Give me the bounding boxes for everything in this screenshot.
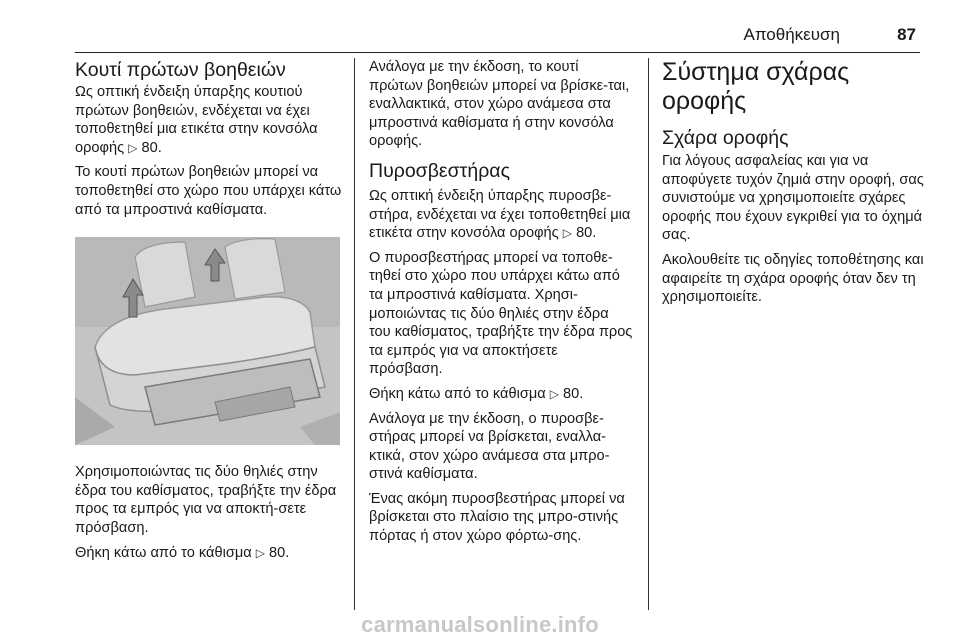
page-reference[interactable] — [550, 386, 584, 402]
column-2 — [369, 58, 634, 552]
paragraph-text: Ως οπτική ένδειξη ύπαρξης κουτιού πρώτων βοηθειών, ενδέχεται να έχει τοποθετηθεί μια ετικέτα στην κονσόλα οροφής — [75, 84, 318, 156]
paragraph-text: Θήκη κάτω από το κάθισμα — [369, 385, 546, 402]
paragraph: Ένας ακόμη πυροσβεστήρας μπορεί να βρίσκεται στο πλαίσιο της μπρο-στινής πόρτας ή στον χώρο φόρτω-σης. — [369, 490, 625, 545]
roof-rack-subheading: Σχάρα οροφής — [662, 127, 789, 149]
page-reference-number: 80. — [563, 385, 584, 402]
page-reference[interactable] — [256, 545, 290, 561]
section-title: Αποθήκευση — [743, 25, 840, 44]
page-reference-triangle-icon: ▷ — [562, 226, 572, 241]
page-reference-triangle-icon: ▷ — [255, 545, 265, 560]
paragraph-text: Ως οπτική ένδειξη ύπαρξης πυροσβε-στήρα, ενδέχεται να έχει τοποθετηθεί μια ετικέτα στην κονσόλα οροφής — [369, 187, 631, 242]
page-reference-number: 80. — [141, 139, 162, 156]
paragraph-text: Θήκη κάτω από το κάθισμα — [75, 544, 252, 561]
paragraph — [369, 385, 634, 404]
paragraph — [75, 83, 345, 157]
roof-rack-system-heading: Σύστημα σχάρας οροφής — [662, 58, 850, 115]
fire-extinguisher-heading: Πυροσβεστήρας — [369, 159, 510, 182]
page-reference-triangle-icon: ▷ — [549, 386, 559, 401]
column-divider — [648, 58, 649, 610]
site-watermark: carmanualsonline.info — [361, 612, 599, 637]
paragraph — [75, 544, 345, 563]
paragraph — [369, 187, 634, 243]
paragraph: Ανάλογα με την έκδοση, το κουτί πρώτων βοηθειών μπορεί να βρίσκε-ται, εναλλακτικά, στον χώρο ανάμεσα στα μπροστινά καθίσματα ή στην κονσόλα οροφής. — [369, 59, 630, 150]
seat-illustration-svg — [75, 237, 340, 445]
column-divider — [354, 58, 355, 610]
page-reference-number: 80. — [269, 544, 290, 561]
column-3 — [662, 58, 930, 313]
column-1 — [75, 58, 345, 568]
paragraph: Για λόγους ασφαλείας και για να αποφύγετε τυχόν ζημιά στην οροφή, σας συνιστούμε να χρησιμοποιείτε σχάρες οροφής που έχουν εγκριθεί για το όχημά σας. — [662, 153, 924, 244]
paragraph: Το κουτί πρώτων βοηθειών μπορεί να τοποθετηθεί στο χώρο που υπάρχει κάτω από τα μπροστινά καθίσματα. — [75, 164, 342, 218]
page-reference[interactable] — [128, 140, 162, 156]
page-reference-number: 80. — [576, 225, 597, 242]
paragraph: Ο πυροσβεστήρας μπορεί να τοποθε-τηθεί στο χώρο που υπάρχει κάτω από τα μπροστινά καθίσματα. Χρησι-μοποιώντας τις δύο θηλιές στην έδρα του καθίσματος, τραβήξτε την έδρα προς τα εμπρός για να αποκτήσετε πρόσβαση. — [369, 249, 633, 378]
paragraph: Ανάλογα με την έκδοση, ο πυροσβε-στήρας μπορεί να βρίσκεται, εναλλα-κτικά, στον χώρο ανάμεσα στα μπρο-στινά καθίσματα. — [369, 410, 610, 483]
seat-storage-illustration — [75, 237, 340, 445]
page-reference[interactable] — [563, 225, 597, 241]
paragraph: Ακολουθείτε τις οδηγίες τοποθέτησης και αφαιρείτε τη σχάρα οροφής όταν δεν τη χρησιμοποιείτε. — [662, 251, 924, 306]
page-number: 87 — [897, 25, 916, 44]
first-aid-kit-heading: Κουτί πρώτων βοηθειών — [75, 59, 286, 81]
page-reference-triangle-icon: ▷ — [128, 140, 138, 155]
page-header — [75, 22, 920, 53]
paragraph: Χρησιμοποιώντας τις δύο θηλιές στην έδρα του καθίσματος, τραβήξτε την έδρα προς τα εμπρός για να αποκτή-σετε πρόσβαση. — [75, 464, 337, 536]
